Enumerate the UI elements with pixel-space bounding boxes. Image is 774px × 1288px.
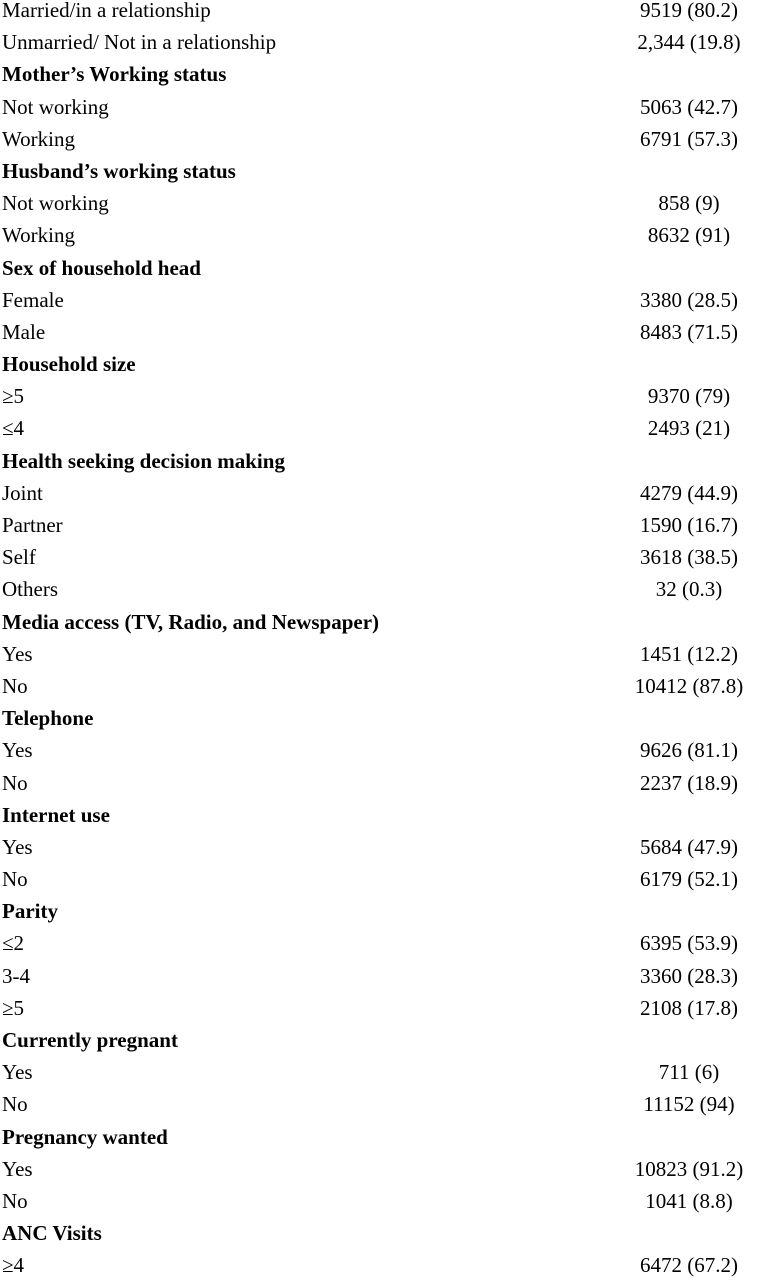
- section-header-label: Internet use: [2, 802, 110, 827]
- section-header-row: [0, 448, 774, 483]
- table-row: [0, 933, 774, 965]
- section-header-row: [0, 158, 774, 193]
- row-label: Female: [2, 287, 64, 312]
- table-row: [0, 94, 774, 129]
- row-label: Others: [2, 577, 58, 602]
- row-value: 3360 (28.3): [640, 963, 738, 988]
- table-row: [0, 1255, 774, 1287]
- row-label: Yes: [2, 641, 33, 666]
- row-value: 5063 (42.7): [640, 94, 738, 119]
- section-header-label: ANC Visits: [2, 1221, 102, 1246]
- row-value: 9626 (81.1): [640, 738, 738, 763]
- section-header-row: [0, 901, 774, 933]
- row-label: Yes: [2, 834, 33, 859]
- row-label: Yes: [2, 1156, 33, 1181]
- table-row: [0, 579, 774, 611]
- section-header-label: Parity: [2, 899, 58, 924]
- row-value: 6791 (57.3): [640, 126, 738, 151]
- table-row: [0, 515, 774, 547]
- table-row: [0, 869, 774, 901]
- row-value: 8483 (71.5): [640, 319, 738, 344]
- row-value: 6179 (52.1): [640, 867, 738, 892]
- section-header-label: Husband’s working status: [2, 158, 236, 183]
- row-value: 711 (6): [658, 1060, 720, 1085]
- section-header-row: [0, 354, 774, 386]
- row-label: No: [2, 1092, 28, 1117]
- table-row: [0, 126, 774, 161]
- table-row: [0, 225, 774, 257]
- row-value: 11152 (94): [643, 1092, 735, 1117]
- row-label: Working: [2, 126, 75, 151]
- row-value: 2108 (17.8): [640, 995, 738, 1020]
- row-label: No: [2, 770, 28, 795]
- row-label: ≥4: [2, 1253, 25, 1278]
- row-value: 10412 (87.8): [634, 673, 744, 698]
- row-label: Joint: [2, 480, 43, 505]
- row-label: ≥5: [2, 995, 25, 1020]
- section-header-label: Household size: [2, 352, 136, 377]
- table-row: [0, 480, 774, 515]
- table-row: [0, 418, 774, 450]
- table-row: [0, 673, 774, 708]
- row-label: Male: [2, 319, 46, 344]
- table-row: [0, 995, 774, 1030]
- section-header-label: Media access (TV, Radio, and Newspaper): [2, 609, 380, 634]
- table-row: [0, 287, 774, 322]
- row-label: Married/in a relationship: [2, 0, 211, 22]
- section-header-label: Mother’s Working status: [2, 62, 227, 87]
- table-row: [0, 547, 774, 579]
- table-row: [0, 386, 774, 418]
- row-value: 1590 (16.7): [640, 513, 738, 537]
- section-header-label: Pregnancy wanted: [2, 1124, 168, 1149]
- row-value: 6472 (67.2): [640, 1253, 738, 1278]
- table-row: [0, 193, 774, 225]
- row-label: 3-4: [2, 963, 30, 988]
- row-label: No: [2, 1188, 28, 1213]
- table-row: [0, 834, 774, 869]
- section-header-row: [0, 802, 774, 837]
- row-value: 5684 (47.9): [640, 834, 738, 859]
- row-value: 10823 (91.2): [634, 1156, 744, 1181]
- row-value: 6395 (53.9): [640, 931, 738, 956]
- table-row: [0, 1094, 774, 1126]
- table-row: [0, 740, 774, 772]
- row-label: Not working: [2, 94, 109, 119]
- row-label: Partner: [2, 513, 63, 537]
- section-header-row: [0, 255, 774, 290]
- row-value: 2237 (18.9): [640, 770, 738, 795]
- row-value: 858 (9): [658, 191, 720, 216]
- table-row: [0, 319, 774, 354]
- table-row: [0, 0, 774, 32]
- row-label: ≤2: [2, 931, 25, 956]
- row-value: 1451 (12.2): [640, 641, 738, 666]
- row-label: No: [2, 673, 28, 698]
- row-value: 9519 (80.2): [640, 0, 738, 22]
- section-header-row: [0, 1223, 774, 1255]
- table-row: [0, 641, 774, 676]
- table-row: [0, 32, 774, 64]
- row-label: Yes: [2, 1060, 33, 1085]
- row-value: 2,344 (19.8): [637, 30, 741, 55]
- section-header-label: Sex of household head: [2, 255, 201, 280]
- row-label: Not working: [2, 191, 109, 216]
- row-value: 2493 (21): [647, 416, 731, 441]
- row-value: 9370 (79): [647, 384, 731, 409]
- row-label: Self: [2, 545, 36, 570]
- row-label: No: [2, 867, 28, 892]
- row-value: 3618 (38.5): [640, 545, 738, 570]
- row-label: Unmarried/ Not in a relationship: [2, 30, 277, 55]
- row-value: 32 (0.3): [655, 577, 723, 602]
- section-header-row: [0, 1124, 774, 1159]
- row-value: 3380 (28.5): [640, 287, 738, 312]
- section-header-label: Health seeking decision making: [2, 448, 285, 473]
- table-row: [0, 1188, 774, 1223]
- table-row: [0, 1156, 774, 1191]
- section-header-label: Currently pregnant: [2, 1028, 178, 1052]
- row-value: 4279 (44.9): [640, 480, 738, 505]
- table-row: [0, 963, 774, 998]
- row-label: Working: [2, 223, 75, 248]
- row-value: 8632 (91): [647, 223, 731, 248]
- row-label: ≥5: [2, 384, 25, 409]
- section-header-row: [0, 609, 774, 644]
- row-value: 1041 (8.8): [645, 1188, 733, 1213]
- section-header-row: [0, 1030, 774, 1062]
- row-label: ≤4: [2, 416, 25, 441]
- table-row: [0, 1062, 774, 1094]
- section-header-label: Telephone: [2, 706, 94, 731]
- table-row: [0, 770, 774, 805]
- row-label: Yes: [2, 738, 33, 763]
- section-header-row: [0, 64, 774, 96]
- section-header-row: [0, 708, 774, 740]
